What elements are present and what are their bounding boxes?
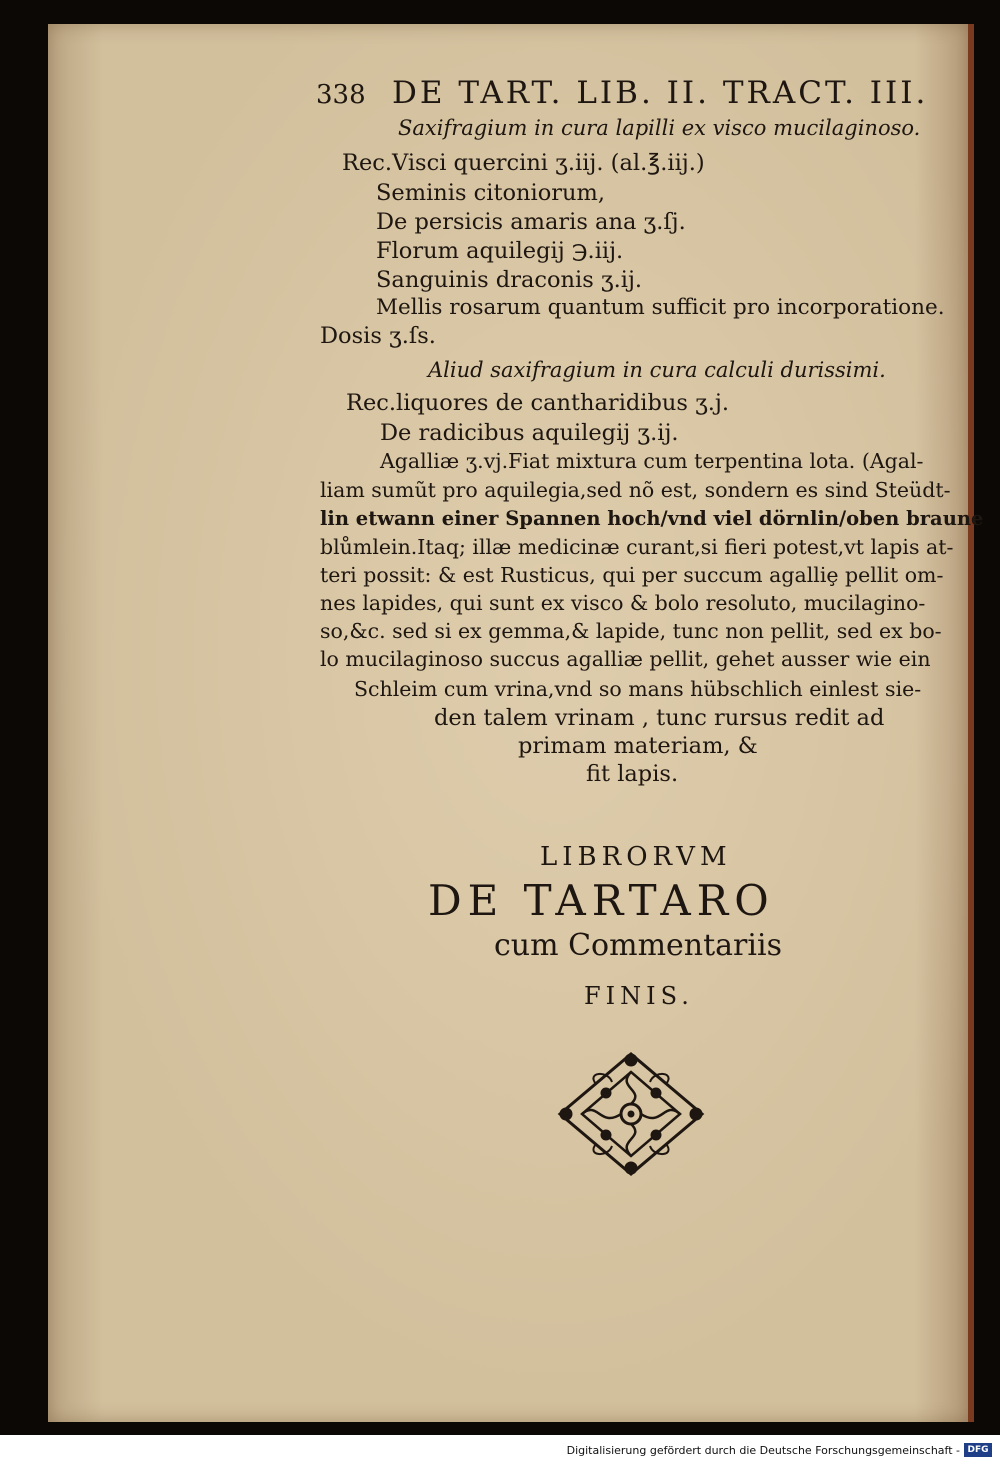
- running-title: DE TART. LIB. II. TRACT. III.: [392, 75, 929, 111]
- text-line: Florum aquilegij ℈.iij.: [376, 238, 624, 264]
- text-line: den talem vrinam , tunc rursus redit ad: [434, 705, 885, 731]
- section-heading: Aliud saxifragium in cura calculi durissimi.: [428, 358, 886, 382]
- text-line: Rec.liquores de cantharidibus ʒ.j.: [346, 390, 730, 416]
- page-edge: [968, 24, 974, 1422]
- section-heading: Saxifragium in cura lapilli ex visco mucilaginoso.: [398, 116, 921, 140]
- text-line: Seminis citoniorum,: [376, 180, 605, 206]
- colophon-line: LIBRORVM: [540, 842, 732, 872]
- footer-bar: [0, 1435, 1000, 1465]
- finis: FINIS.: [584, 982, 694, 1010]
- text-line: De persicis amaris ana ʒ.ſj.: [376, 209, 686, 235]
- colophon-title: DE TARTARO: [428, 876, 775, 925]
- funding-credit: Digitalisierung gefördert durch die Deutsche Forschungsgemeinschaft -: [566, 1444, 960, 1457]
- text-line: Schleim cum vrina,vnd so mans hübschlich einlest sie-: [354, 677, 922, 701]
- text-line: Agalliæ ʒ.vj.Fiat mixtura cum terpentina lota. (Agal-: [380, 449, 924, 473]
- text-line: so,&c. sed si ex gemma,& lapide, tunc non pellit, sed ex bo-: [320, 619, 942, 643]
- text-line: Mellis rosarum quantum sufficit pro incorporatione.: [376, 295, 945, 320]
- text-line: Sanguinis draconis ʒ.ij.: [376, 267, 643, 293]
- text-line: nes lapides, qui sunt ex visco & bolo resoluto, mucilagino-: [320, 591, 926, 615]
- text-line: De radicibus aquilegij ʒ.ij.: [380, 420, 679, 446]
- text-line: teri possit: & est Rusticus, qui per succum agalliȩ pellit om-: [320, 563, 944, 587]
- text-line: Rec.Visci quercini ʒ.iij. (al.℥.iij.): [342, 150, 705, 176]
- dfg-logo-icon: DFG: [964, 1443, 992, 1457]
- text-line: Dosis ʒ.ſs.: [320, 323, 436, 349]
- fleuron-icon: [556, 1050, 706, 1178]
- text-line: liam sumũt pro aquilegia,sed nõ est, sondern es sind Steüdt-: [320, 478, 951, 502]
- text-line: blůmlein.Itaq; illæ medicinæ curant,si fieri potest,vt lapis at-: [320, 535, 954, 559]
- text-line: lin etwann einer Spannen hoch/vnd viel dörnlin/oben braune: [320, 507, 984, 530]
- text-line: lo mucilaginoso succus agalliæ pellit, gehet ausser wie ein: [320, 647, 931, 671]
- page-number: 338: [316, 80, 366, 110]
- text-line: primam materiam, &: [518, 733, 758, 759]
- text-line: fit lapis.: [586, 761, 679, 787]
- colophon-line: cum Commentariis: [494, 928, 782, 963]
